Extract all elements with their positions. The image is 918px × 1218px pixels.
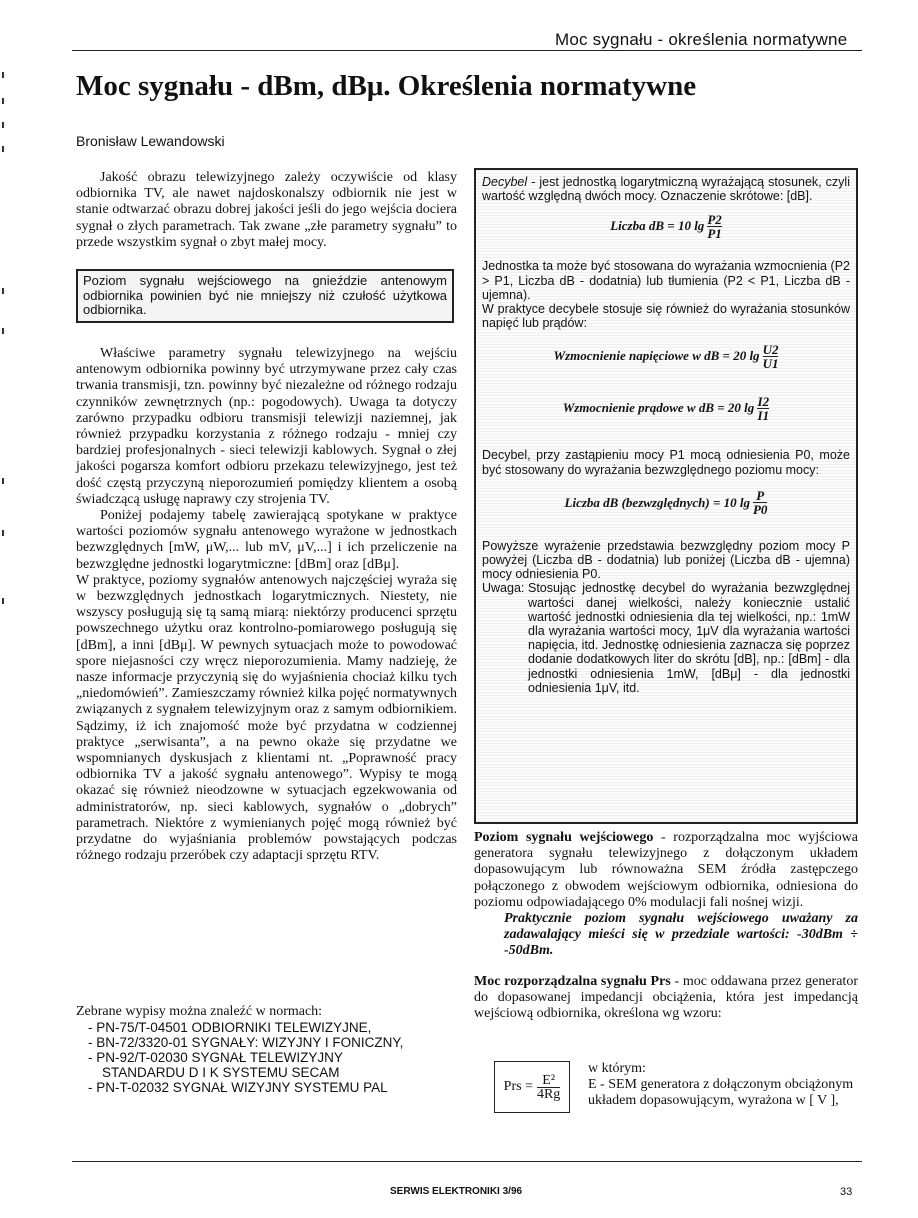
norms-intro: Zebrane wypisy można znaleźć w normach: [76,1004,323,1019]
formula-fraction [753,489,767,516]
amplification-text: Jednostka ta może być stosowana do wyrażania wzmocnienia (P2 > P1, Liczba dB - dodatnia) lub tłumienia (P2 < P1, Liczba dB - ujemna). [482,259,850,302]
body-paragraph: W praktyce, poziomy sygnałów antenowych najczęściej wyraża się w bezwzględnych jednostkach logarytmicznych. Niestety, nie wszyscy posługują się tą samą miarą: niektórzy producenci sprzętu powszechnego użytku oraz kontrolno-pomiarowego posługują się [dBm], a inni [dBμ]. W pewnych sytuacjach może to powodować spore niejasności czy wręcz nieporozumienia. Mamy nadzieję, że nasze informacje przyczynią się do wyjaśnienia chociaż kilku tych „niedomówień”. Zamieszczamy również kilka pojęć normatywnych związanych z sygnałem telewizyjnym oraz z samym odbiornikiem. Sądzimy, iż ich znajomość może być przydatna w codziennej praktyce „serwisanta”, a na pewno okaże się przydatne we wspomnianych dyskusjach z klientami nt. „Poprawność pracy odbiornika TV a jakość sygnału antenowego”. Wypisy te mogą okazać się również nieodzowne w sytuacjach egzekwowania od administratorów, np. sieci kablowych, sygnałów o „dobrych” parametrach. Niektóre z wymienianych pojęć mogą również być przydatne do wyjaśniania problemów powstających podczas różnego rodzaju przeróbek czy adaptacji sprzętu RTV. [76,572,457,864]
page-number: 33 [840,1186,853,1198]
decybel-def-text: - jest jednostką logarytmiczną wyrażającą stosunek, czyli wartość względną dwóch mocy. Oznaczenie skrótowe: [dB]. [482,175,850,204]
prs-definition [474,974,858,1023]
absolute-level-text: Decybel, przy zastąpieniu mocy P1 mocą odniesienia P0, może być stosowany do wyrażania bezwzględnego poziomu mocy: [482,448,850,477]
formula-fraction [707,213,721,240]
decybele-text: W praktyce decybele stosuje się również do wyrażania stosunków napięć lub prądów: [482,302,850,331]
formula-den: I1 [757,407,770,423]
uwaga-text: Stosując jednostkę decybel do wyrażania bezwzględnej wartości danej wielkości, należy koniecznie ustalić wartość jednostki odniesienia dla tej wielkości, np.: 1mW dla wyrażania wartości mocy, 1μV dla wyrażania wartości napięcia, itd. Jednostkę odniesienia zaznacza się poprzez dodanie dodatkowych liter do skrótu [dB], np.: [dBm] - dla jednostki odniesienia 1mW, [dBμ] - dla jednostki odniesienia 1μV, itd. [528,581,850,695]
norms-list [76,1004,466,1095]
formula-den: U1 [762,355,779,371]
formula-db [482,203,850,249]
norm-item: - PN-T-02032 SYGNAŁ WIZYJNY SYSTEMU PAL [88,1080,388,1095]
prs-legend [588,1061,858,1109]
note-box: Poziom sygnału wejściowego na gnieździe antenowym odbiornika powinien być nie mniejszy niż czułość użytkowa odbiornika. [76,269,454,323]
formula-num: I2 [757,393,770,409]
formula-lhs: Wzmocnienie prądowe w dB [562,400,715,416]
footer-rule [72,1161,862,1162]
norm-item: - PN-75/T-04501 ODBIORNIKI TELEWIZYJNE, [88,1020,372,1035]
uwaga-note [482,581,850,695]
body-left-column [76,346,457,865]
formula-eq: = 10 lg [667,218,705,234]
formula-eq: = 10 lg [712,494,750,510]
formula-num: P [756,488,765,504]
formula-absolute [482,477,850,529]
body-paragraph: Poniżej podajemy tabelę zawierającą spotykane w praktyce wartości poziomów sygnału antenowego wyrażone w jednostkach bezwzględnych [mW, μW,... lub mV, μV,...] i ich przeliczenie na bezwzględne jednostki logarytmiczne: [dBm] oraz [dBμ]. [76,508,457,572]
article-title: Moc sygnału - dBm, dBμ. Określenia normatywne [76,70,697,102]
running-header: Moc sygnału - określenia normatywne [555,30,848,49]
decybel-term: Decybel [482,175,528,189]
decibel-sidebar-box [474,168,858,824]
formula-eq: = 20 lg [717,400,755,416]
prs-den: 4Rg [536,1086,561,1102]
prs-num: E² [542,1072,556,1088]
norm-item: - BN-72/3320-01 SYGNAŁY: WIZYJNY I FONICZNY, [88,1035,404,1050]
prs-e-desc: E - SEM generatora z dołączonym obciążonym układem dopasowującym, wyrażona w [ V ], [588,1077,854,1108]
norm-item: STANDARDU D I K SYSTEMU SECAM [102,1065,340,1080]
prs-lhs: Prs = [503,1079,533,1094]
prs-def-text: - moc oddawana przez generator do dopasowanej impedancji obciążenia, która jest impedancją wejściową odbiornika, określona wg wzoru: [474,973,858,1022]
formula-den: P1 [707,225,722,241]
footer-magazine: SERWIS ELEKTRONIKI 3/96 [390,1186,523,1197]
formula-lhs: Liczba dB (bezwzględnych) [564,494,710,510]
poziom-term: Poziom sygnału wejściowego [474,830,654,845]
formula-fraction [763,343,779,370]
body-right-column [474,830,858,1022]
formula-num: U2 [762,341,779,357]
formula-current [482,382,850,434]
decybel-definition [482,175,850,203]
prs-where: w którym: [588,1061,646,1076]
poziom-def-text: - rozporządzalna moc wyjściowa generatora sygnału telewizyjnego z dołączonym układem dopasowującym lub równoważna SEM źródła zastępczego połączonego z obwodem wejściowym odbiornika, odniesiona do poziomu odpowiadającego 0% modulacji fali nośnej wizji. [474,830,859,910]
intro-paragraph: Jakość obrazu telewizyjnego zależy oczywiście od klasy odbiornika TV, ale nawet najdoskonalszy odbiornik nie jest w stanie odtwarzać obrazu dobrej jakości jeśli do jego wejścia dociera sygnał o złych parametrach. Tak zwane „złe parametry sygnału” to przede wszystkim sygnał o zbyt małej mocy. [76,170,457,250]
body-paragraph: Właściwe parametry sygnału telewizyjnego na wejściu antenowym odbiornika powinny być utrzymywane przez cały czas trwania transmisji, tzn. powinny być niezależne od różnego rodzaju czynników zewnętrznych (np.: pogodowych). Uwaga ta dotyczy zarówno przypadku odbioru transmisji telewizji naziemnej, jak również przypadku korzystania z różnego rodzaju - mniej czy bardziej profesjonalnych - sieci telewizji kablowych. Sygnał o złej jakości pogarsza komfort odbioru przekazu telewizyjnego, jest też dość częstą przyczyną nieporozumień pomiędzy klientem a osobą świadczącą usługę naprawy czy strojenia TV. [76,346,457,507]
uwaga-label: Uwaga: [482,581,525,596]
poziom-practical: Praktycznie poziom sygnału wejściowego uważany za zadawalający mieści się w przedziale wartości: -30dBm ÷ -50dBm. [504,911,858,959]
poziom-definition [474,830,858,911]
prs-fraction [537,1074,560,1101]
formula-lhs: Wzmocnienie napięciowe w dB [553,348,720,364]
author: Bronisław Lewandowski [76,133,225,149]
formula-eq: = 20 lg [722,348,760,364]
formula-lhs: Liczba dB [610,218,665,234]
formula-fraction [757,395,769,422]
prs-formula-box [494,1061,570,1113]
formula-num: P2 [707,211,722,227]
formula-den: P0 [752,502,768,518]
header-rule [72,50,862,51]
prs-term: Moc rozporządzalna sygnału Prs [474,973,671,989]
absolute-level-explain: Powyższe wyrażenie przedstawia bezwzględny poziom mocy P powyżej (Liczba dB - dodatnia) lub poniżej (Liczba dB - ujemna) mocy odniesienia P0. [482,538,850,582]
norm-item: - PN-92/T-02030 SYGNAŁ TELEWIZYJNY [88,1050,343,1065]
formula-voltage [482,330,850,382]
